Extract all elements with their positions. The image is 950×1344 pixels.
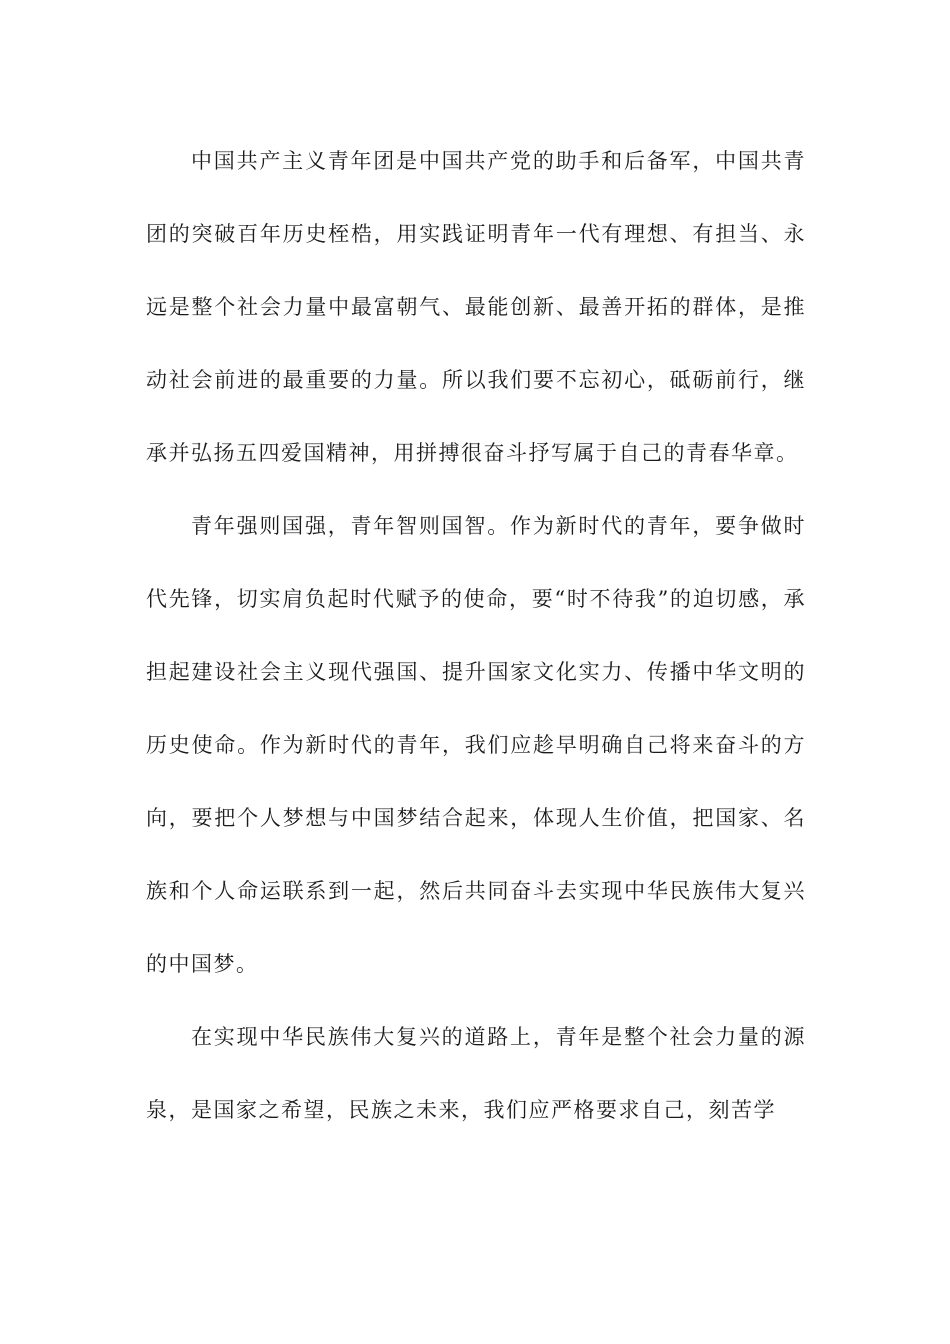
document-body — [146, 125, 806, 1147]
paragraph-3: 在实现中华民族伟大复兴的道路上，青年是整个社会力量的源泉，是国家之希望，民族之未来，我们应严格要求自己，刻苦学 — [146, 1025, 806, 1122]
paragraph-1: 中国共产主义青年团是中国共产党的助手和后备军，中国共青团的突破百年历史桎梏，用实践证明青年一代有理想、有担当、永远是整个社会力量中最富朝气、最能创新、最善开拓的群体，是推动社会前进的最重要的力量。所以我们要不忘初心，砥砺前行，继承并弘扬五四爱国精神，用拼搏很奋斗抒写属于自己的青春华章。 — [146, 149, 806, 465]
paragraph-2: 青年强则国强，青年智则国智。作为新时代的青年，要争做时代先锋，切实肩负起时代赋予的使命，要“时不待我”的迫切感，承担起建设社会主义现代强国、提升国家文化实力、传播中华文明的历史使命。作为新时代的青年，我们应趁早明确自己将来奋斗的方向，要把个人梦想与中国梦结合起来，体现人生价值，把国家、名族和个人命运联系到一起，然后共同奋斗去实现中华民族伟大复兴的中国梦。 — [146, 514, 806, 976]
